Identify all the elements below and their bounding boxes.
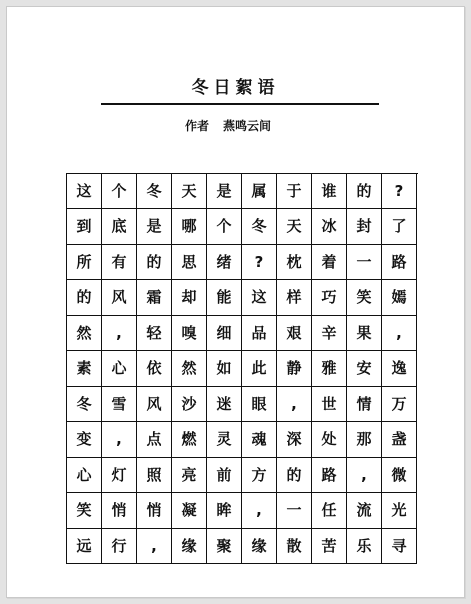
grid-cell: 细 <box>207 316 242 351</box>
grid-cell: 谁 <box>312 174 347 209</box>
grid-cell: 个 <box>102 174 137 209</box>
grid-cell: , <box>102 422 137 458</box>
grid-cell: 着 <box>312 245 347 280</box>
grid-cell: 悄 <box>102 493 137 529</box>
grid-cell: 的 <box>347 174 382 209</box>
grid-cell: 心 <box>67 458 102 493</box>
grid-cell: 苦 <box>312 529 347 564</box>
grid-cell: 雅 <box>312 351 347 387</box>
document-page <box>6 6 465 598</box>
grid-cell: 枕 <box>277 245 312 280</box>
grid-cell: 素 <box>67 351 102 387</box>
grid-cell: 的 <box>277 458 312 493</box>
grid-cell: 情 <box>347 387 382 422</box>
grid-row <box>67 387 418 422</box>
grid-cell: 辛 <box>312 316 347 351</box>
grid-cell: 心 <box>102 351 137 387</box>
grid-cell: 风 <box>137 387 172 422</box>
byline <box>185 117 271 134</box>
grid-cell: 轻 <box>137 316 172 351</box>
grid-cell: 思 <box>172 245 207 280</box>
grid-cell: 笑 <box>67 493 102 529</box>
grid-cell: 能 <box>207 280 242 316</box>
grid-row <box>67 422 418 458</box>
grid-cell: 冰 <box>312 209 347 245</box>
grid-cell: 底 <box>102 209 137 245</box>
grid-cell: 这 <box>67 174 102 209</box>
grid-cell: 是 <box>137 209 172 245</box>
grid-cell: 艰 <box>277 316 312 351</box>
grid-cell: 笑 <box>347 280 382 316</box>
grid-cell: 样 <box>277 280 312 316</box>
grid-cell: 微 <box>382 458 417 493</box>
grid-cell: 有 <box>102 245 137 280</box>
grid-cell: 的 <box>137 245 172 280</box>
grid-row <box>67 316 418 351</box>
grid-cell: , <box>102 316 137 351</box>
grid-cell: 此 <box>242 351 277 387</box>
grid-cell: 乐 <box>347 529 382 564</box>
grid-cell: 点 <box>137 422 172 458</box>
grid-cell: 亮 <box>172 458 207 493</box>
grid-cell: 属 <box>242 174 277 209</box>
author-name: 燕鸣云间 <box>223 119 272 133</box>
grid-cell: 逸 <box>382 351 417 387</box>
grid-cell: 照 <box>137 458 172 493</box>
grid-cell: 眸 <box>207 493 242 529</box>
grid-cell: , <box>382 316 417 351</box>
grid-cell: 前 <box>207 458 242 493</box>
grid-cell: 悄 <box>137 493 172 529</box>
grid-cell: 聚 <box>207 529 242 564</box>
title-underline <box>101 103 379 105</box>
grid-cell: 沙 <box>172 387 207 422</box>
grid-cell: 如 <box>207 351 242 387</box>
grid-row <box>67 245 418 280</box>
grid-cell: 一 <box>277 493 312 529</box>
page-title: 冬日絮语 <box>191 78 280 98</box>
grid-cell: 寻 <box>382 529 417 564</box>
grid-cell: 冬 <box>137 174 172 209</box>
grid-cell: 方 <box>242 458 277 493</box>
grid-cell: 远 <box>67 529 102 564</box>
grid-cell: 行 <box>102 529 137 564</box>
grid-cell: 依 <box>137 351 172 387</box>
grid-row <box>67 493 418 529</box>
grid-cell: 巧 <box>312 280 347 316</box>
grid-cell: 灯 <box>102 458 137 493</box>
grid-cell: 灵 <box>207 422 242 458</box>
grid-cell: 眼 <box>242 387 277 422</box>
grid-row <box>67 209 418 245</box>
grid-cell: 风 <box>102 280 137 316</box>
byline-label: 作者 <box>185 119 210 133</box>
grid-cell: 世 <box>312 387 347 422</box>
grid-cell: 处 <box>312 422 347 458</box>
grid-cell: 是 <box>207 174 242 209</box>
grid-cell: 所 <box>67 245 102 280</box>
grid-cell: 缘 <box>242 529 277 564</box>
grid-cell: 的 <box>67 280 102 316</box>
grid-cell: 到 <box>67 209 102 245</box>
grid-cell: 任 <box>312 493 347 529</box>
grid-cell: 散 <box>277 529 312 564</box>
grid-cell: 那 <box>347 422 382 458</box>
grid-cell: 个 <box>207 209 242 245</box>
grid-cell: 魂 <box>242 422 277 458</box>
grid-cell: 雪 <box>102 387 137 422</box>
grid-row <box>67 529 418 564</box>
grid-cell: 迷 <box>207 387 242 422</box>
grid-cell: 然 <box>67 316 102 351</box>
grid-cell: 果 <box>347 316 382 351</box>
grid-cell: 嗅 <box>172 316 207 351</box>
grid-cell: 哪 <box>172 209 207 245</box>
grid-cell: 封 <box>347 209 382 245</box>
grid-cell: 路 <box>312 458 347 493</box>
grid-cell: 变 <box>67 422 102 458</box>
grid-cell: , <box>347 458 382 493</box>
grid-cell: 冬 <box>242 209 277 245</box>
grid-row <box>67 174 418 209</box>
grid-cell: 流 <box>347 493 382 529</box>
grid-cell: 天 <box>172 174 207 209</box>
grid-cell: 却 <box>172 280 207 316</box>
grid-cell: ? <box>242 245 277 280</box>
grid-cell: 于 <box>277 174 312 209</box>
grid-cell: , <box>242 493 277 529</box>
grid-cell: , <box>137 529 172 564</box>
grid-cell: 凝 <box>172 493 207 529</box>
grid-cell: 了 <box>382 209 417 245</box>
grid-cell: 霜 <box>137 280 172 316</box>
grid-cell: 缘 <box>172 529 207 564</box>
grid-row <box>67 280 418 316</box>
grid-cell: 静 <box>277 351 312 387</box>
grid-cell: ? <box>382 174 417 209</box>
grid-cell: 燃 <box>172 422 207 458</box>
grid-cell: 这 <box>242 280 277 316</box>
grid-cell: 天 <box>277 209 312 245</box>
grid-cell: 万 <box>382 387 417 422</box>
grid-cell: 然 <box>172 351 207 387</box>
grid-cell: 盏 <box>382 422 417 458</box>
grid-cell: , <box>277 387 312 422</box>
grid-row <box>67 458 418 493</box>
manuscript-grid <box>66 173 418 564</box>
grid-cell: 嫣 <box>382 280 417 316</box>
grid-cell: 光 <box>382 493 417 529</box>
grid-cell: 冬 <box>67 387 102 422</box>
grid-cell: 安 <box>347 351 382 387</box>
grid-cell: 深 <box>277 422 312 458</box>
grid-cell: 路 <box>382 245 417 280</box>
grid-cell: 一 <box>347 245 382 280</box>
grid-row <box>67 351 418 387</box>
grid-cell: 绪 <box>207 245 242 280</box>
grid-cell: 品 <box>242 316 277 351</box>
